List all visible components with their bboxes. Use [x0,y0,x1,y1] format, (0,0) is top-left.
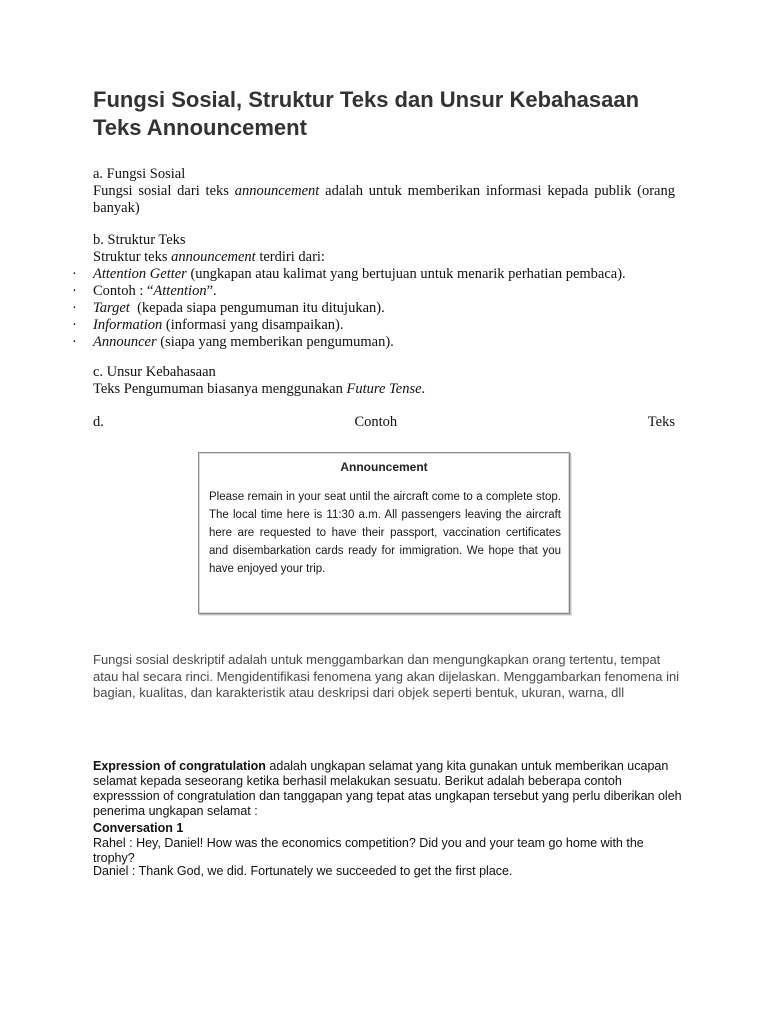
section-b-intro-term: announcement [171,249,256,265]
section-d-word-contoh: Contoh [354,414,398,430]
section-a-text [93,183,675,217]
conversation-line-daniel: Daniel : Thank God, we did. Fortunately we succeeded to get the first place. [93,864,513,878]
list-item-plain: Contoh : “ [93,283,154,299]
section-b-heading: b. Struktur Teks [93,232,186,248]
section-c-term: Future Tense [346,381,422,397]
page-title: Fungsi Sosial, Struktur Teks dan Unsur Kebahasaan Teks Announcement [93,87,640,140]
announcement-box [198,452,570,614]
section-d-label: d. [93,414,104,430]
expression-paragraph [93,759,683,819]
list-item [72,266,682,283]
list-item-desc: (kepada siapa pengumuman itu ditujukan). [129,300,385,316]
conversation-line-rahel: Rahel : Hey, Daniel! How was the economics competition? Did you and your team go home with the trophy? [93,836,644,865]
section-c-text-end: . [421,381,426,397]
section-c-text-start: Teks Pengumuman biasanya menggunakan [93,381,347,397]
list-item-term: Attention Getter [93,266,187,282]
list-item-term: Target [93,300,130,316]
announcement-title: Announcement [340,460,428,474]
section-b-intro [93,249,675,266]
conversation-heading: Conversation 1 [93,821,184,835]
announcement-body: Please remain in your seat until the aircraft come to a complete stop. The local time here is 11:30 a.m. All passengers leaving the aircraft here are requested to have their passport, vaccination certificates and disembarkation cards ready for immigration. We hope that you have enjoyed your trip. [209,491,561,575]
section-b-intro-end: terdiri dari: [255,249,325,265]
list-item [72,334,682,351]
section-a-heading: a. Fungsi Sosial [93,166,186,182]
list-item-term: Announcer [93,334,157,350]
bullet-icon: · [72,266,77,282]
list-item-term: Attention [153,283,207,299]
bullet-icon: · [72,300,77,316]
bullet-icon: · [72,334,77,350]
section-c-text [93,381,675,398]
list-item [72,283,682,300]
section-d-heading [93,414,675,431]
list-item [72,317,682,334]
descriptive-paragraph: Fungsi sosial deskriptif adalah untuk menggambarkan dan mengungkapkan orang tertentu, tempat atau hal secara rinci. Mengidentifikasi fenomena yang akan dijelaskan. Menggambarkan fenomena ini bagian, kualitas, dan karakteristik atau deskripsi dari objek seperti bentuk, ukuran, warna, dll [93,652,680,700]
section-a-term: announcement [234,183,320,199]
section-c-heading: c. Unsur Kebahasaan [93,364,216,380]
list-item-desc: ”. [206,283,217,299]
list-item-desc: (siapa yang memberikan pengumuman). [156,334,394,350]
section-b-intro-start: Struktur teks [93,249,172,265]
expression-bold-lead: Expression of congratulation [93,759,266,773]
section-a-text-end: adalah untuk memberikan informasi kepada publik (orang banyak) [93,183,675,216]
bullet-icon: · [72,283,77,299]
list-item-desc: (ungkapan atau kalimat yang bertujuan untuk menarik perhatian pembaca). [186,266,626,282]
expression-text: adalah ungkapan selamat yang kita gunakan untuk memberikan ucapan selamat kepada seseorang ketika berhasil melakukan sesuatu. Berikut adalah beberapa contoh expresssion of congratulation dan tanggapan yang tepat atas ungkapan tersebut yang perlu diberikan oleh penerima ungkapan selamat : [93,759,682,818]
section-d-word-teks: Teks [647,414,675,430]
structure-list [72,266,682,351]
bullet-icon: · [72,317,77,333]
list-item-term: Information [93,317,163,333]
section-a-text-start: Fungsi sosial dari teks [93,183,235,199]
list-item [72,300,682,317]
list-item-desc: (informasi yang disampaikan). [162,317,344,333]
